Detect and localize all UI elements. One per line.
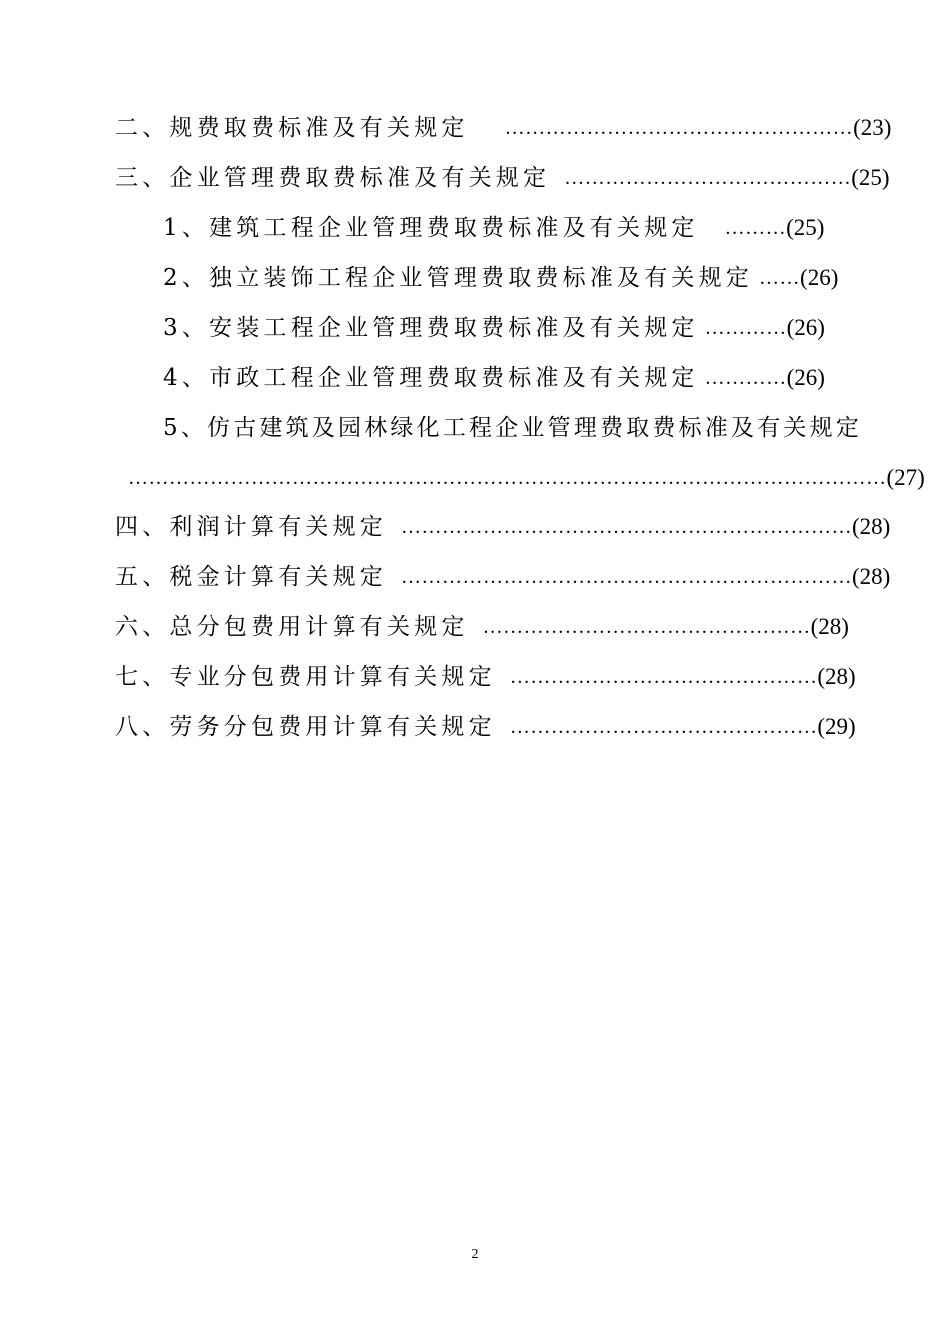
toc-entry-leader: ………………………………………………………… (401, 566, 852, 588)
toc-entry-leader: …………………………………… (564, 167, 852, 189)
toc-entry-title: 三、企业管理费取费标准及有关规定 (115, 165, 551, 191)
toc-entry-page: (26) (786, 315, 825, 340)
toc-entry-leader: ……………………………………… (509, 716, 818, 738)
page-number: 2 (471, 1247, 479, 1262)
toc-entry-title: 七、专业分包费用计算有关规定 (115, 664, 496, 690)
toc-entry-title: 4、市政工程企业管理费取费标准及有关规定 (163, 365, 699, 391)
toc-entry-title: 5、仿古建筑及园林绿化工程企业管理费取费标准及有关规定 (163, 415, 863, 441)
toc-entry-page: (25) (786, 215, 825, 240)
toc-entry-leader: …… (759, 267, 801, 289)
toc-entry-page: (27) (886, 465, 925, 490)
toc-entry-title: 四、利润计算有关规定 (115, 514, 387, 540)
toc-entry-leader: …………………………………………… (504, 117, 854, 139)
toc-entry-leader: ………… (704, 317, 787, 339)
toc-entry-leader: ………………………………………………………………………………………………… (128, 467, 887, 489)
toc-entry-page: (26) (786, 365, 825, 390)
toc-entry[interactable] (115, 509, 891, 545)
toc-entry[interactable] (115, 659, 856, 695)
toc-entry-leader: ………………………………………………………… (401, 516, 852, 538)
toc-entry[interactable] (115, 709, 856, 745)
toc-entry-page: (28) (852, 564, 891, 589)
toc-entry-page: (28) (810, 614, 849, 639)
toc-entry-title: 1、建筑工程企业管理费取费标准及有关规定 (163, 215, 699, 241)
toc-entry-page: (26) (800, 265, 839, 290)
toc-entry-title: 八、劳务分包费用计算有关规定 (115, 714, 496, 740)
toc-entry[interactable] (115, 609, 849, 645)
toc-entry-leader: ……………………………………… (509, 666, 818, 688)
toc-entry-leader: ………… (704, 367, 787, 389)
toc-entry-title: 3、安装工程企业管理费取费标准及有关规定 (163, 315, 699, 341)
toc-entry[interactable] (163, 210, 825, 246)
toc-entry-leader: ……… (724, 217, 787, 239)
toc-entry[interactable] (115, 160, 890, 196)
toc-entry[interactable] (163, 310, 825, 346)
toc-entry-page: (28) (852, 514, 891, 539)
toc-entry-continuation[interactable] (128, 460, 925, 496)
toc-entry-page: (25) (851, 165, 890, 190)
toc-entry-title: 二、规费取费标准及有关规定 (115, 115, 469, 141)
toc-entry[interactable] (163, 260, 839, 296)
toc-entry-page: (23) (853, 115, 892, 140)
toc-entry-page: (28) (817, 664, 856, 689)
toc-entry[interactable] (115, 559, 891, 595)
toc-entry-leader: ………………………………………… (482, 616, 811, 638)
toc-entry-page: (29) (817, 714, 856, 739)
toc-entry[interactable] (115, 110, 892, 146)
toc-entry-title: 五、税金计算有关规定 (115, 564, 387, 590)
toc-entry-title: 2、独立装饰工程企业管理费取费标准及有关规定 (163, 265, 754, 291)
toc-entry[interactable] (163, 360, 825, 396)
toc-entry[interactable] (163, 410, 863, 446)
toc-entry-title: 六、总分包费用计算有关规定 (115, 614, 469, 640)
